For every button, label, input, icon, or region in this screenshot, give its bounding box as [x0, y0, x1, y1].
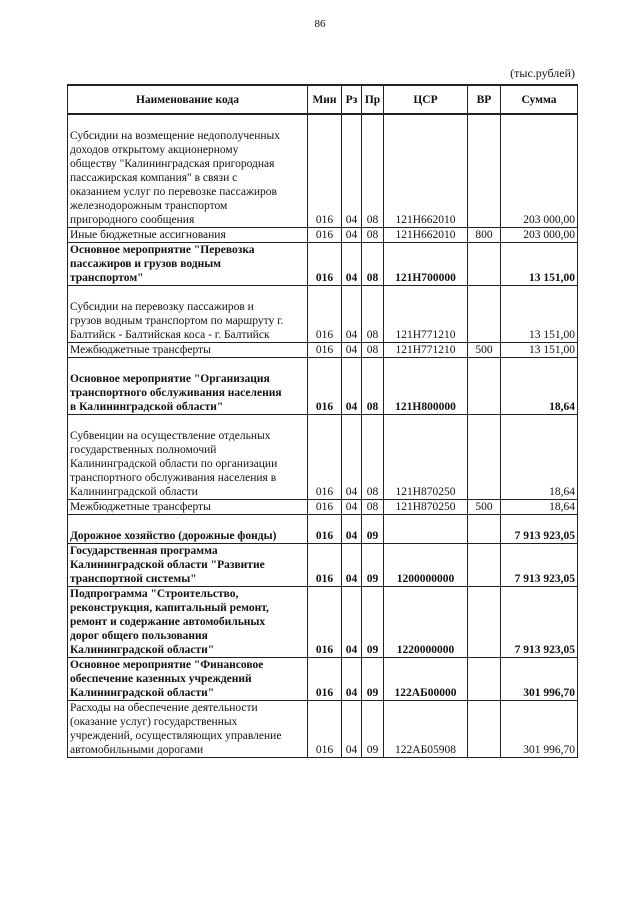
row-vr: [468, 587, 501, 658]
row-name-line: Калининградской области": [70, 644, 215, 656]
row-name-line: Основное мероприятие "Перевозка: [70, 244, 255, 256]
row-rz: 04: [342, 587, 362, 658]
row-pr: 08: [362, 243, 384, 286]
row-rz: 04: [342, 243, 362, 286]
row-rz: 04: [342, 415, 362, 500]
row-pr: 08: [362, 343, 384, 358]
row-pr: 08: [362, 228, 384, 243]
row-csr: 1220000000: [384, 587, 468, 658]
row-vr: [468, 515, 501, 544]
row-sum: 203 000,00: [501, 114, 578, 228]
row-sum: 301 996,70: [501, 658, 578, 701]
row-name-line: Субсидии на перевозку пассажиров и: [70, 301, 254, 313]
row-min: 016: [308, 587, 342, 658]
row-csr: 122АБ05908: [384, 701, 468, 758]
header-rz: Рз: [342, 85, 362, 114]
row-name: [68, 415, 308, 500]
row-vr: [468, 358, 501, 415]
row-name: [68, 228, 308, 243]
table-row: [68, 286, 578, 343]
row-name: [68, 500, 308, 515]
row-vr: [468, 415, 501, 500]
row-pr: 09: [362, 658, 384, 701]
row-name-line: (оказание услуг) государственных: [70, 716, 238, 728]
row-csr: [384, 515, 468, 544]
row-vr: [468, 243, 501, 286]
header-name: Наименование кода: [68, 85, 308, 114]
row-name-line: Дорожное хозяйство (дорожные фонды): [70, 530, 277, 542]
row-name-line: Межбюджетные трансферты: [70, 501, 211, 513]
row-rz: 04: [342, 500, 362, 515]
row-pr: 08: [362, 286, 384, 343]
row-name-line: государственных полномочий: [70, 444, 217, 456]
row-name-line: Калининградской области: [70, 486, 198, 498]
row-name-line: пригородного сообщения: [70, 214, 195, 226]
row-pr: 08: [362, 415, 384, 500]
row-rz: 04: [342, 358, 362, 415]
header-min: Мин: [308, 85, 342, 114]
table-row: [68, 243, 578, 286]
row-csr: 121Н662010: [384, 228, 468, 243]
page-number: 86: [314, 18, 326, 30]
row-name-line: [70, 358, 305, 372]
row-sum: 7 913 923,05: [501, 587, 578, 658]
row-name: [68, 544, 308, 587]
row-sum: 13 151,00: [501, 286, 578, 343]
row-name-line: учреждений, осуществляющих управление: [70, 730, 282, 742]
row-name-line: Подпрограмма "Строительство,: [70, 588, 239, 600]
table-row: [68, 544, 578, 587]
row-rz: 04: [342, 515, 362, 544]
row-name-line: транспортного обслуживания населения: [70, 387, 282, 399]
row-vr: 800: [468, 228, 501, 243]
row-name-line: [70, 115, 305, 129]
row-name-line: обеспечение казенных учреждений: [70, 673, 252, 685]
row-pr: 09: [362, 587, 384, 658]
row-csr: 121Н870250: [384, 500, 468, 515]
row-csr: 121Н870250: [384, 415, 468, 500]
row-name-line: железнодорожным транспортом: [70, 200, 228, 212]
header-row: [68, 85, 578, 114]
row-min: 016: [308, 343, 342, 358]
row-name: [68, 343, 308, 358]
row-name: [68, 515, 308, 544]
table-row: [68, 415, 578, 500]
row-name-line: ремонт и содержание автомобильных: [70, 616, 266, 628]
row-name-line: оказанием услуг по перевозке пассажиров: [70, 186, 277, 198]
row-min: 016: [308, 228, 342, 243]
row-vr: [468, 701, 501, 758]
row-name-line: [70, 415, 305, 429]
row-min: 016: [308, 243, 342, 286]
row-min: 016: [308, 500, 342, 515]
table-row: [68, 500, 578, 515]
row-name-line: грузов водным транспортом по маршруту г.: [70, 315, 284, 327]
row-name: [68, 587, 308, 658]
table-row: [68, 114, 578, 228]
row-min: 016: [308, 358, 342, 415]
unit-note: (тыс.рублей): [510, 66, 575, 80]
row-csr: 121Н771210: [384, 343, 468, 358]
row-name-line: дорог общего пользования: [70, 630, 208, 642]
row-name: [68, 243, 308, 286]
row-name-line: Основное мероприятие "Организация: [70, 373, 270, 385]
row-name-line: Государственная программа: [70, 545, 218, 557]
row-name-line: транспортной системы": [70, 573, 197, 585]
row-rz: 04: [342, 701, 362, 758]
row-name-line: Межбюджетные трансферты: [70, 344, 211, 356]
row-vr: 500: [468, 343, 501, 358]
row-rz: 04: [342, 228, 362, 243]
row-name: [68, 701, 308, 758]
row-name-line: [70, 286, 305, 300]
header-vr: ВР: [468, 85, 501, 114]
row-name-line: пассажиров и грузов водным: [70, 258, 222, 270]
row-sum: 18,64: [501, 500, 578, 515]
row-min: 016: [308, 286, 342, 343]
row-rz: 04: [342, 114, 362, 228]
row-sum: 18,64: [501, 415, 578, 500]
row-min: 016: [308, 658, 342, 701]
row-name: [68, 286, 308, 343]
table-row: [68, 587, 578, 658]
row-pr: 09: [362, 515, 384, 544]
row-sum: 13 151,00: [501, 243, 578, 286]
row-name-line: в Калининградской области": [70, 401, 224, 413]
row-vr: [468, 658, 501, 701]
row-min: 016: [308, 701, 342, 758]
row-rz: 04: [342, 343, 362, 358]
table-row: [68, 701, 578, 758]
row-csr: 121Н662010: [384, 114, 468, 228]
row-pr: 08: [362, 114, 384, 228]
row-name: [68, 658, 308, 701]
header-pr: Пр: [362, 85, 384, 114]
row-rz: 04: [342, 286, 362, 343]
row-name-line: Балтийск - Балтийская коса - г. Балтийск: [70, 329, 270, 341]
row-name-line: Субсидии на возмещение недополученных: [70, 130, 280, 142]
row-name-line: обществу "Калининградская пригородная: [70, 158, 275, 170]
row-name-line: транспортного обслуживания населения в: [70, 472, 277, 484]
budget-table: [67, 84, 578, 758]
row-csr: 121Н700000: [384, 243, 468, 286]
row-name-line: реконструкция, капитальный ремонт,: [70, 602, 269, 614]
row-min: 016: [308, 544, 342, 587]
row-name-line: Калининградской области по организации: [70, 458, 278, 470]
row-name-line: Расходы на обеспечение деятельности: [70, 702, 258, 714]
row-name-line: автомобильными дорогами: [70, 744, 204, 756]
row-rz: 04: [342, 544, 362, 587]
row-rz: 04: [342, 658, 362, 701]
row-name-line: [70, 515, 305, 529]
row-name-line: Калининградской области": [70, 687, 215, 699]
row-name: [68, 358, 308, 415]
row-csr: 1200000000: [384, 544, 468, 587]
row-pr: 09: [362, 544, 384, 587]
row-sum: 203 000,00: [501, 228, 578, 243]
table-row: [68, 515, 578, 544]
row-name-line: транспортом": [70, 272, 144, 284]
row-name-line: Основное мероприятие "Финансовое: [70, 659, 264, 671]
row-csr: 122АБ00000: [384, 658, 468, 701]
table-row: [68, 658, 578, 701]
row-vr: [468, 114, 501, 228]
row-csr: 121Н771210: [384, 286, 468, 343]
row-name-line: Иные бюджетные ассигнования: [70, 229, 226, 241]
row-sum: 18,64: [501, 358, 578, 415]
row-name-line: доходов открытому акционерному: [70, 144, 239, 156]
row-name-line: пассажирская компания" в связи с: [70, 172, 238, 184]
table-row: [68, 228, 578, 243]
row-pr: 08: [362, 500, 384, 515]
row-vr: 500: [468, 500, 501, 515]
header-csr: ЦСР: [384, 85, 468, 114]
row-csr: 121Н800000: [384, 358, 468, 415]
row-pr: 08: [362, 358, 384, 415]
row-min: 016: [308, 415, 342, 500]
row-name-line: Субвенции на осуществление отдельных: [70, 430, 271, 442]
row-sum: 13 151,00: [501, 343, 578, 358]
row-vr: [468, 286, 501, 343]
row-name-line: Калининградской области "Развитие: [70, 559, 265, 571]
row-min: 016: [308, 515, 342, 544]
row-sum: 301 996,70: [501, 701, 578, 758]
row-vr: [468, 544, 501, 587]
row-sum: 7 913 923,05: [501, 515, 578, 544]
header-sum: Сумма: [501, 85, 578, 114]
table-row: [68, 358, 578, 415]
row-min: 016: [308, 114, 342, 228]
row-name: [68, 114, 308, 228]
row-pr: 09: [362, 701, 384, 758]
row-sum: 7 913 923,05: [501, 544, 578, 587]
table-row: [68, 343, 578, 358]
